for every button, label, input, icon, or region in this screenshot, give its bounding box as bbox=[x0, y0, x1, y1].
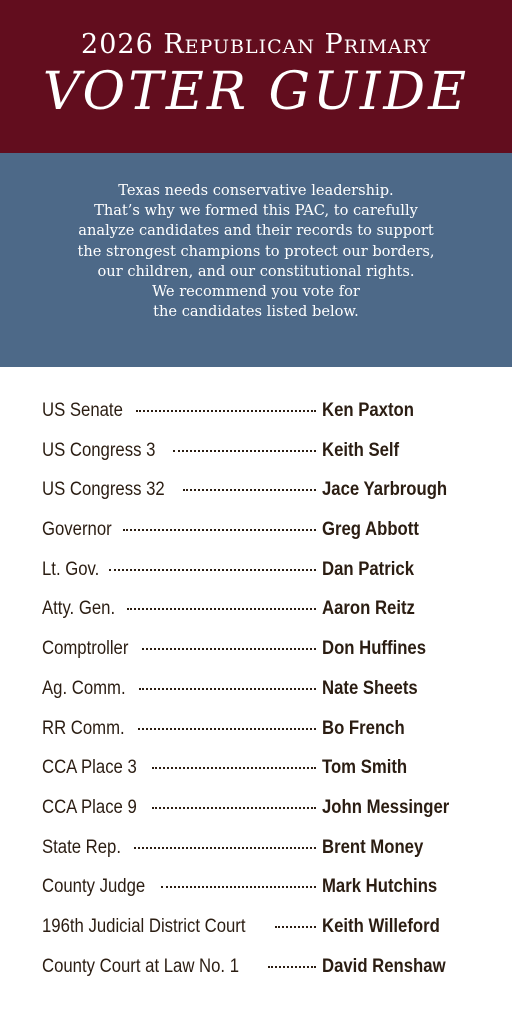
office-label: RR Comm. bbox=[42, 717, 125, 739]
candidate-name: John Messinger bbox=[322, 796, 450, 818]
office-label: Comptroller bbox=[42, 638, 129, 660]
office-label: Governor bbox=[42, 519, 112, 541]
intro-line: analyze candidates and their records to support bbox=[78, 222, 434, 240]
candidate-name: Don Huffines bbox=[322, 638, 427, 660]
office-label: Atty. Gen. bbox=[42, 598, 116, 620]
candidate-name: Dan Patrick bbox=[322, 558, 415, 580]
dot-leader bbox=[142, 648, 316, 650]
candidate-name: David Renshaw bbox=[322, 955, 446, 977]
intro-line: the strongest champions to protect our borders, bbox=[77, 242, 435, 260]
office-label: State Rep. bbox=[42, 836, 122, 858]
office-label: US Senate bbox=[42, 400, 123, 421]
candidate-name: Keith Willeford bbox=[322, 915, 440, 937]
office-label: County Judge bbox=[42, 876, 146, 898]
candidate-name: Aaron Reitz bbox=[322, 598, 415, 620]
dot-leader bbox=[268, 966, 316, 968]
intro-line: We recommend you vote for bbox=[152, 283, 360, 301]
candidate-name: Brent Money bbox=[322, 836, 424, 858]
recommendation-row bbox=[42, 956, 472, 996]
intro-panel bbox=[0, 153, 512, 367]
guide-subtitle: 2026 Republican Primary bbox=[81, 29, 431, 60]
dot-leader bbox=[173, 450, 316, 452]
dot-leader bbox=[152, 767, 316, 769]
candidate-name: Jace Yarbrough bbox=[322, 479, 448, 501]
office-label: County Court at Law No. 1 bbox=[42, 955, 240, 977]
recommendation-list bbox=[42, 400, 472, 995]
guide-title: VOTER GUIDE bbox=[42, 62, 470, 122]
candidate-name: Bo French bbox=[322, 717, 405, 739]
recommendation-row bbox=[42, 519, 472, 559]
intro-line: our children, and our constitutional rights. bbox=[97, 262, 415, 280]
office-label: US Congress 32 bbox=[42, 479, 165, 501]
recommendation-row bbox=[42, 876, 472, 916]
office-label: CCA Place 9 bbox=[42, 796, 137, 818]
recommendation-row bbox=[42, 837, 472, 877]
recommendation-row bbox=[42, 916, 472, 956]
dot-leader bbox=[136, 410, 316, 412]
candidate-name: Ken Paxton bbox=[322, 400, 414, 421]
intro-line: the candidates listed below. bbox=[153, 303, 359, 321]
candidate-name: Tom Smith bbox=[322, 757, 408, 779]
office-label: Ag. Comm. bbox=[42, 677, 126, 699]
intro-line: That’s why we formed this PAC, to carefully bbox=[94, 202, 418, 220]
dot-leader bbox=[127, 608, 316, 610]
header-banner bbox=[0, 0, 512, 153]
recommendation-row bbox=[42, 718, 472, 758]
recommendation-row bbox=[42, 678, 472, 718]
candidate-name: Mark Hutchins bbox=[322, 876, 438, 898]
recommendation-row bbox=[42, 479, 472, 519]
dot-leader bbox=[139, 688, 316, 690]
dot-leader bbox=[138, 728, 316, 730]
dot-leader bbox=[183, 489, 316, 491]
candidate-name: Greg Abbott bbox=[322, 519, 419, 541]
recommendation-row bbox=[42, 638, 472, 678]
intro-line: Texas needs conservative leadership. bbox=[118, 182, 394, 199]
recommendation-row bbox=[42, 559, 472, 599]
recommendation-row bbox=[42, 757, 472, 797]
candidate-name: Keith Self bbox=[322, 439, 400, 461]
dot-leader bbox=[123, 529, 316, 531]
office-label: CCA Place 3 bbox=[42, 757, 137, 779]
recommendation-row bbox=[42, 598, 472, 638]
recommendation-row bbox=[42, 440, 472, 480]
dot-leader bbox=[109, 569, 316, 571]
dot-leader bbox=[275, 926, 316, 928]
dot-leader bbox=[152, 807, 316, 809]
office-label: Lt. Gov. bbox=[42, 558, 100, 580]
office-label: 196th Judicial District Court bbox=[42, 915, 246, 937]
recommendation-row bbox=[42, 797, 472, 837]
candidate-name: Nate Sheets bbox=[322, 677, 418, 699]
dot-leader bbox=[161, 886, 316, 888]
office-label: US Congress 3 bbox=[42, 439, 156, 461]
dot-leader bbox=[134, 847, 316, 849]
recommendation-row bbox=[42, 400, 472, 440]
